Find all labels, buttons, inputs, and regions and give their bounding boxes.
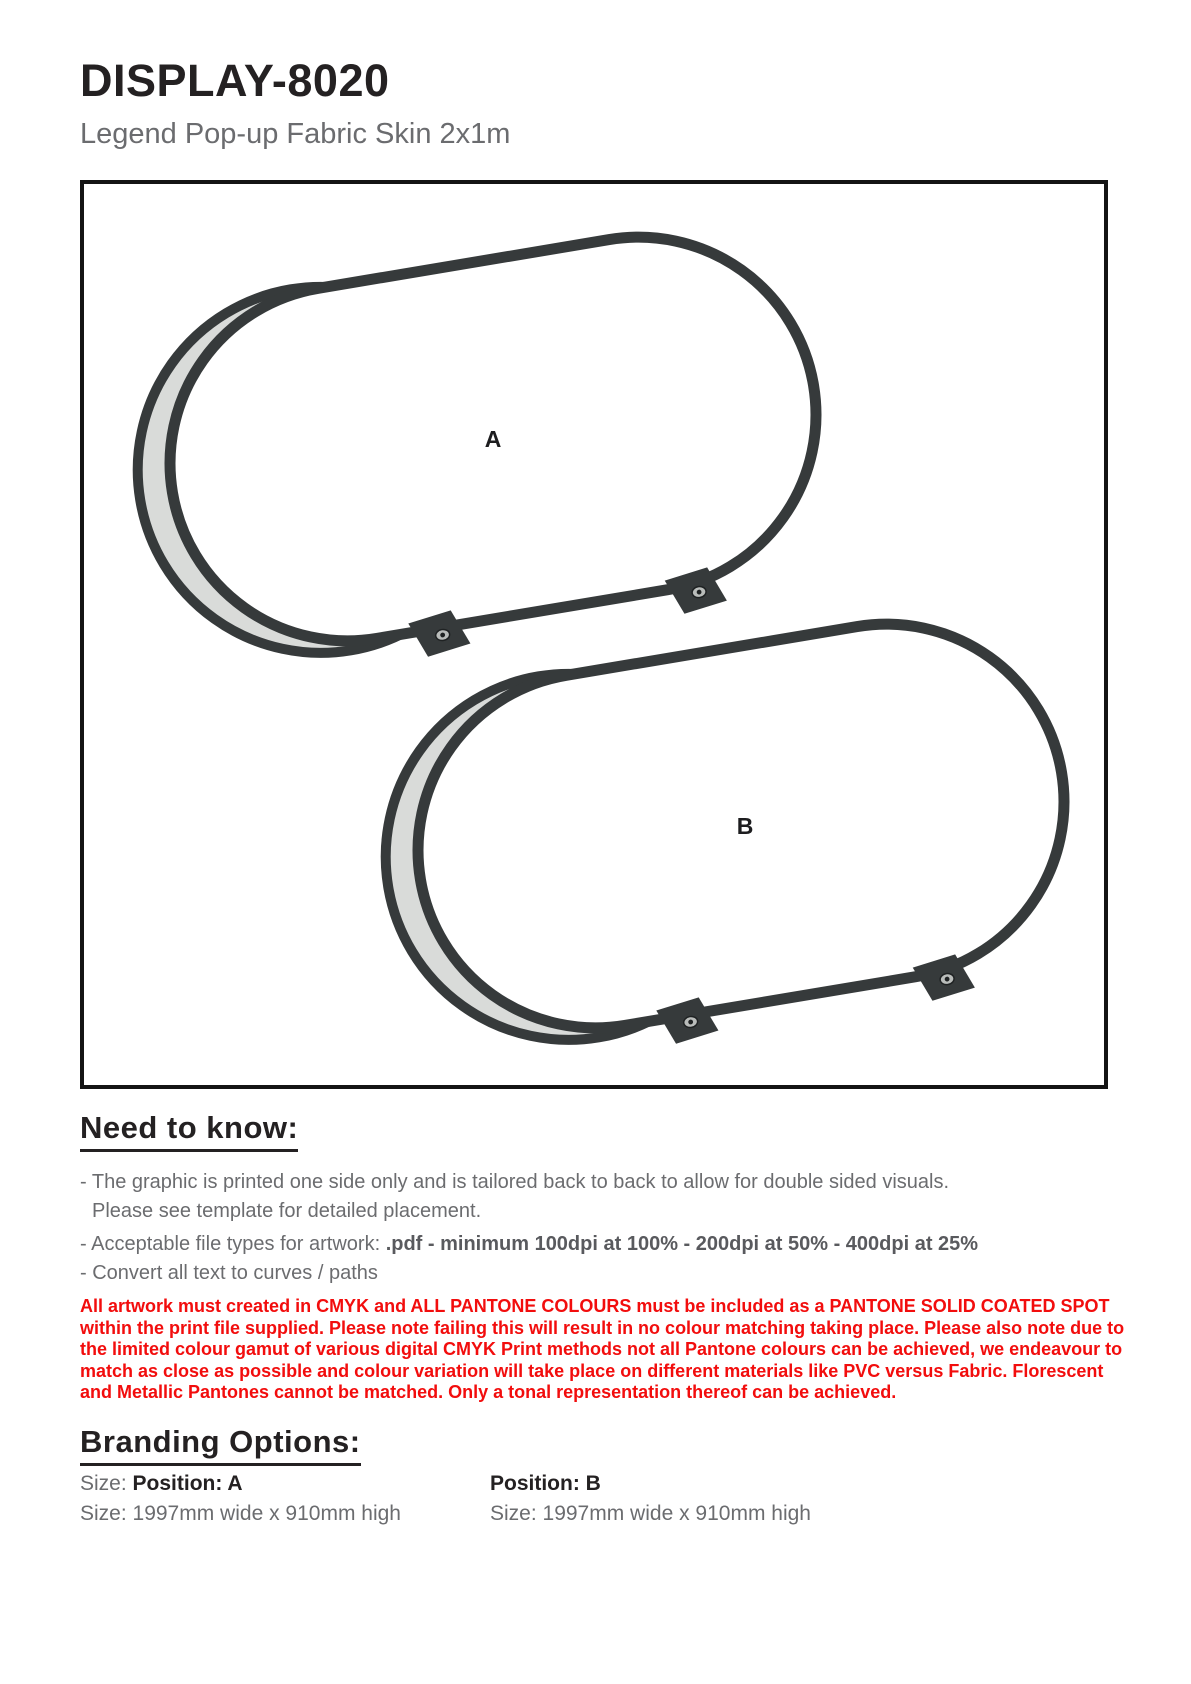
ntk-bullet-template: Please see template for detailed placement.: [92, 1200, 482, 1222]
need-to-know-list: [80, 1168, 1140, 1288]
branding-a-title: [80, 1472, 401, 1496]
ntk-bullet-filetypes: [80, 1230, 1140, 1259]
branding-b-dimensions: Size: 1997mm wide x 910mm high: [490, 1502, 811, 1525]
branding-a-position-label: Position: A: [132, 1472, 243, 1495]
branding-position-a: [80, 1472, 401, 1526]
colour-warning-text: All artwork must created in CMYK and ALL PANTONE COLOURS must be included as a PANTONE SOLID COATED SPOT within the print file supplied. Please note failing this will result in no colour matching taking place. Please also note due to the limited colour gamut of various digital CMYK Print methods not all Pantone colours can be achieved, we endeavour to match as close as possible and colour variation will take place on different materials like PVC versus Fabric. Florescent and Metallic Pantones cannot be matched. Only a tonal representation thereof can be achieved.: [80, 1296, 1125, 1402]
banner-a: [110, 207, 847, 699]
banner-b-label: B: [736, 813, 754, 839]
branding-options-heading: Branding Options:: [80, 1424, 361, 1466]
ntk-filetypes-prefix: - Acceptable file types for artwork:: [80, 1233, 386, 1255]
branding-b-title: [490, 1472, 811, 1496]
popup-banner-diagram: [84, 184, 1104, 1085]
ntk-filetypes-specs: .pdf - minimum 100dpi at 100% - 200dpi at 50% - 400dpi at 25%: [385, 1233, 979, 1255]
need-to-know-heading: Need to know:: [80, 1110, 298, 1152]
product-diagram-box: [80, 180, 1108, 1089]
branding-a-dimensions: Size: 1997mm wide x 910mm high: [80, 1502, 401, 1525]
page-subtitle: Legend Pop-up Fabric Skin 2x1m: [80, 118, 511, 150]
ntk-bullet-curves: - Convert all text to curves / paths: [80, 1262, 378, 1284]
banner-b: [358, 594, 1095, 1085]
branding-position-b: [490, 1472, 811, 1526]
branding-a-size-label: Size:: [80, 1472, 133, 1495]
ntk-bullet-printing: - The graphic is printed one side only and is tailored back to back to allow for double sided visuals.: [80, 1171, 950, 1193]
branding-b-position-label: Position: B: [490, 1472, 601, 1495]
branding-columns: [80, 1472, 1140, 1552]
page-title: DISPLAY-8020: [80, 55, 390, 106]
banner-a-label: A: [484, 426, 502, 452]
